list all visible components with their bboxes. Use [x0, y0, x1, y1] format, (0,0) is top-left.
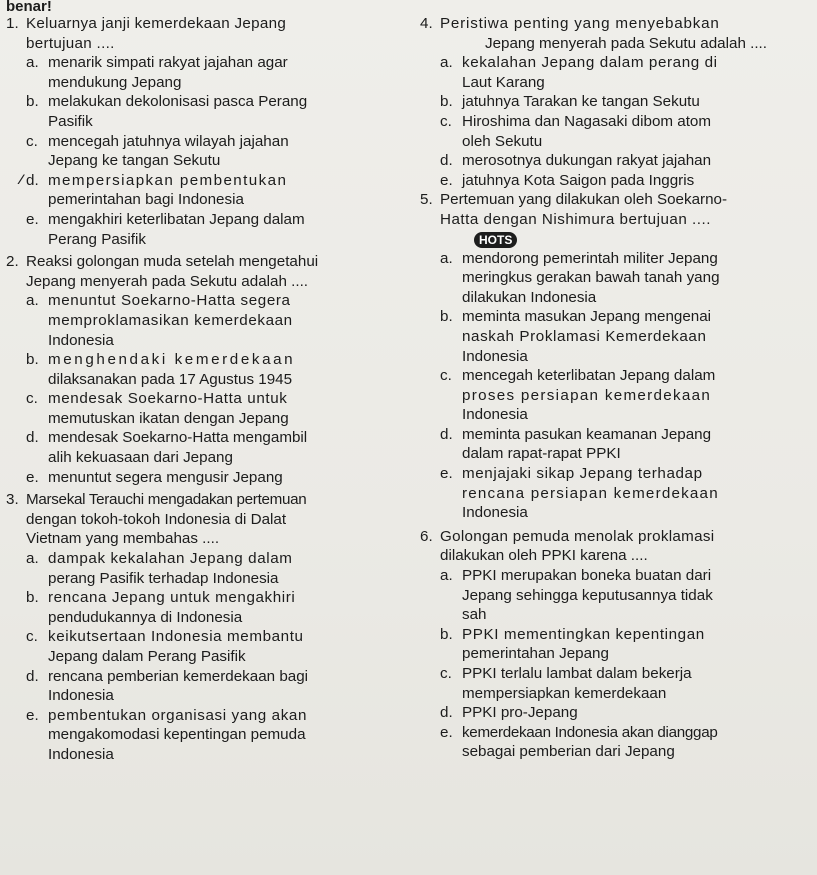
option-line: memutuskan ikatan dengan Jepang	[48, 409, 289, 427]
option-c[interactable]	[440, 664, 812, 703]
option-line: dampak kekalahan Jepang dalam	[48, 550, 293, 568]
question-text	[440, 190, 812, 229]
option-line: Jepang sehingga keputusannya tidak	[462, 586, 713, 604]
option-a[interactable]	[440, 566, 812, 625]
question-number: 6.	[420, 527, 433, 545]
option-letter: e.	[26, 706, 39, 724]
question-2	[6, 252, 402, 487]
option-line: dilakukan Indonesia	[462, 288, 597, 306]
question-text	[26, 490, 402, 549]
question-3	[6, 490, 402, 764]
question-1	[6, 14, 402, 249]
option-letter: a.	[26, 292, 39, 310]
option-line: melakukan dekolonisasi pasca Perang	[48, 93, 308, 111]
option-line: rencana Jepang untuk mengakhiri	[48, 589, 296, 607]
option-letter: e.	[440, 723, 453, 741]
option-line: perang Pasifik terhadap Indonesia	[48, 569, 279, 587]
option-line: dalam rapat-rapat PPKI	[462, 445, 621, 463]
question-text	[26, 252, 402, 291]
option-line: mencegah jatuhnya wilayah jajahan	[48, 132, 289, 150]
option-a[interactable]	[440, 249, 812, 308]
option-letter: c.	[440, 665, 452, 682]
option-letter: d.	[26, 667, 39, 685]
question-5	[420, 190, 812, 523]
option-letter: c.	[26, 628, 38, 646]
option-line: PPKI mementingkan kepentingan	[462, 625, 705, 643]
option-line: merosotnya dukungan rakyat jajahan	[462, 152, 712, 170]
option-letter: b.	[440, 308, 453, 326]
option-line: menjajaki sikap Jepang terhadap	[462, 465, 703, 483]
option-line: Indonesia	[48, 745, 114, 763]
question-text	[440, 527, 812, 566]
option-line: Perang Pasifik	[48, 230, 146, 248]
option-line: Hiroshima dan Nagasaki dibom atom	[462, 112, 712, 130]
option-d[interactable]	[26, 667, 402, 706]
option-line: Indonesia	[462, 504, 528, 522]
option-d[interactable]	[20, 170, 402, 210]
handwritten-check-mark-icon: ⁄	[20, 170, 23, 187]
question-number: 2.	[6, 253, 19, 271]
option-line: naskah Proklamasi Kemerdekaan	[462, 327, 707, 345]
option-letter: a.	[26, 54, 39, 72]
option-line: PPKI merupakan boneka buatan dari	[462, 567, 712, 585]
question-line: Pertemuan yang dilakukan oleh Soekarno-	[440, 191, 728, 209]
option-e[interactable]	[440, 464, 812, 523]
option-letter: b.	[26, 589, 39, 607]
option-c[interactable]	[26, 627, 402, 666]
option-letter: a.	[440, 54, 453, 72]
option-line: mempersiapkan kemerdekaan	[462, 684, 667, 702]
option-line: menuntut Soekarno-Hatta segera	[48, 292, 291, 310]
option-letter: a.	[26, 550, 39, 568]
option-line: rencana persiapan kemerdekaan	[462, 484, 719, 502]
option-a[interactable]	[26, 53, 402, 92]
option-e[interactable]	[26, 468, 402, 488]
option-line: proses persiapan kemerdekaan	[462, 386, 712, 404]
option-b[interactable]	[26, 350, 402, 389]
option-line: mendesak Soekarno-Hatta mengambil	[48, 429, 308, 447]
option-line: Laut Karang	[462, 73, 545, 91]
option-line: mengakhiri keterlibatan Jepang dalam	[48, 210, 305, 228]
option-line: mendorong pemerintah militer Jepang	[462, 249, 718, 267]
question-4	[420, 14, 812, 190]
option-line: mendesak Soekarno-Hatta untuk	[48, 390, 288, 408]
question-line: Reaksi golongan muda setelah mengetahui	[26, 253, 319, 271]
question-line: bertujuan ....	[26, 34, 115, 52]
option-line: Indonesia	[48, 687, 114, 705]
option-c[interactable]	[440, 366, 812, 425]
option-line: pemerintahan bagi Indonesia	[48, 191, 244, 209]
question-line: Peristiwa penting yang menyebabkan	[440, 15, 720, 32]
option-letter: d.	[440, 152, 453, 170]
option-e[interactable]	[26, 210, 402, 249]
option-line: mendukung Jepang	[48, 73, 182, 91]
option-line: mengakomodasi kepentingan pemuda	[48, 726, 306, 744]
option-line: rencana pemberian kemerdekaan bagi	[48, 667, 309, 685]
question-number: 4.	[420, 15, 433, 32]
option-line: meringkus gerakan bawah tanah yang	[462, 269, 720, 287]
option-letter: b.	[26, 351, 39, 369]
option-e[interactable]	[440, 723, 812, 762]
question-number: 1.	[6, 15, 19, 32]
option-line: pemerintahan Jepang	[462, 645, 609, 663]
option-letter: d.	[440, 704, 453, 722]
option-line: pendudukannya di Indonesia	[48, 608, 243, 626]
option-a[interactable]	[26, 549, 402, 588]
option-letter: a.	[440, 249, 453, 267]
right-column	[420, 14, 812, 762]
option-letter: c.	[26, 390, 38, 408]
option-line: jatuhnya Kota Saigon pada Inggris	[462, 171, 695, 189]
option-letter: d.	[26, 171, 39, 189]
question-line: Jepang menyerah pada Sekutu adalah ....	[26, 272, 309, 290]
question-line: Jepang menyerah pada Sekutu adalah ....	[484, 34, 767, 52]
option-letter: b.	[440, 625, 453, 643]
option-line: dilaksanakan pada 17 Agustus 1945	[48, 370, 293, 388]
option-letter: e.	[440, 171, 453, 189]
option-line: oleh Sekutu	[462, 132, 543, 150]
question-text	[26, 14, 402, 53]
option-line: meminta pasukan keamanan Jepang	[462, 425, 712, 443]
option-line: PPKI terlalu lambat dalam bekerja	[462, 665, 692, 682]
option-c[interactable]	[440, 112, 812, 151]
option-letter: d.	[440, 425, 453, 443]
option-e[interactable]	[440, 171, 812, 191]
option-e[interactable]	[26, 706, 402, 765]
option-line: Indonesia	[462, 406, 528, 424]
option-line: kekalahan Jepang dalam perang di	[462, 54, 718, 72]
left-column	[6, 14, 402, 765]
question-number: 3.	[6, 491, 19, 509]
option-a[interactable]	[26, 291, 402, 350]
option-letter: e.	[26, 210, 39, 228]
option-line: mempersiapkan pembentukan	[48, 171, 288, 189]
option-letter: c.	[440, 367, 452, 385]
question-line: Vietnam yang membahas ....	[26, 530, 220, 548]
option-b[interactable]	[26, 588, 402, 627]
option-d[interactable]	[440, 425, 812, 464]
option-d[interactable]	[26, 428, 402, 467]
option-letter: b.	[26, 93, 39, 111]
option-line: menghendaki kemerdekaan	[48, 351, 296, 369]
option-b[interactable]	[26, 92, 402, 131]
question-6	[420, 527, 812, 762]
option-line: Indonesia	[48, 331, 114, 349]
option-line: keikutsertaan Indonesia membantu	[48, 628, 304, 646]
option-letter: e.	[440, 465, 453, 483]
question-line: dengan tokoh-tokoh Indonesia di Dalat	[26, 510, 287, 528]
option-line: jatuhnya Tarakan ke tangan Sekutu	[462, 93, 700, 111]
option-d[interactable]	[440, 703, 812, 723]
option-letter: a.	[440, 567, 453, 585]
option-b[interactable]	[440, 92, 812, 112]
option-line: PPKI pro-Jepang	[462, 704, 578, 722]
question-text	[440, 14, 812, 53]
option-line: memproklamasikan kemerdekaan	[48, 311, 293, 329]
option-letter: c.	[26, 132, 38, 150]
option-letter: d.	[26, 429, 39, 447]
option-line: pembentukan organisasi yang akan	[48, 706, 307, 724]
option-c[interactable]	[26, 389, 402, 428]
option-line: menarik simpati rakyat jajahan agar	[48, 54, 288, 72]
option-a[interactable]	[440, 53, 812, 92]
option-letter: e.	[26, 468, 39, 486]
option-line: alih kekuasaan dari Jepang	[48, 449, 233, 467]
option-line: menuntut segera mengusir Jepang	[48, 468, 283, 486]
option-line: Pasifik	[48, 112, 93, 130]
question-line: Hatta dengan Nishimura bertujuan ....	[440, 210, 711, 228]
option-d[interactable]	[440, 151, 812, 171]
hots-badge: HOTS	[474, 232, 517, 248]
option-b[interactable]	[440, 625, 812, 664]
header-text: benar!	[6, 0, 52, 15]
option-line: sebagai pemberian dari Jepang	[462, 743, 675, 761]
question-line: Marsekal Terauchi mengadakan pertemuan	[26, 491, 307, 509]
question-line: Keluarnya janji kemerdekaan Jepang	[26, 15, 287, 32]
question-number: 5.	[420, 191, 433, 209]
option-letter: c.	[440, 112, 452, 130]
hots-badge-row	[440, 230, 812, 249]
question-line: dilakukan oleh PPKI karena ....	[440, 547, 648, 565]
option-line: sah	[462, 606, 487, 624]
option-b[interactable]	[440, 307, 812, 366]
option-line: Jepang ke tangan Sekutu	[48, 152, 221, 170]
option-line: meminta masukan Jepang mengenai	[462, 308, 712, 326]
option-line: Indonesia	[462, 347, 528, 365]
option-c[interactable]	[26, 132, 402, 171]
option-letter: b.	[440, 93, 453, 111]
option-line: Jepang dalam Perang Pasifik	[48, 648, 246, 665]
option-line: kemerdekaan Indonesia akan dianggap	[462, 723, 718, 741]
option-line: mencegah keterlibatan Jepang dalam	[462, 367, 716, 385]
question-line: Golongan pemuda menolak proklamasi	[440, 527, 715, 545]
